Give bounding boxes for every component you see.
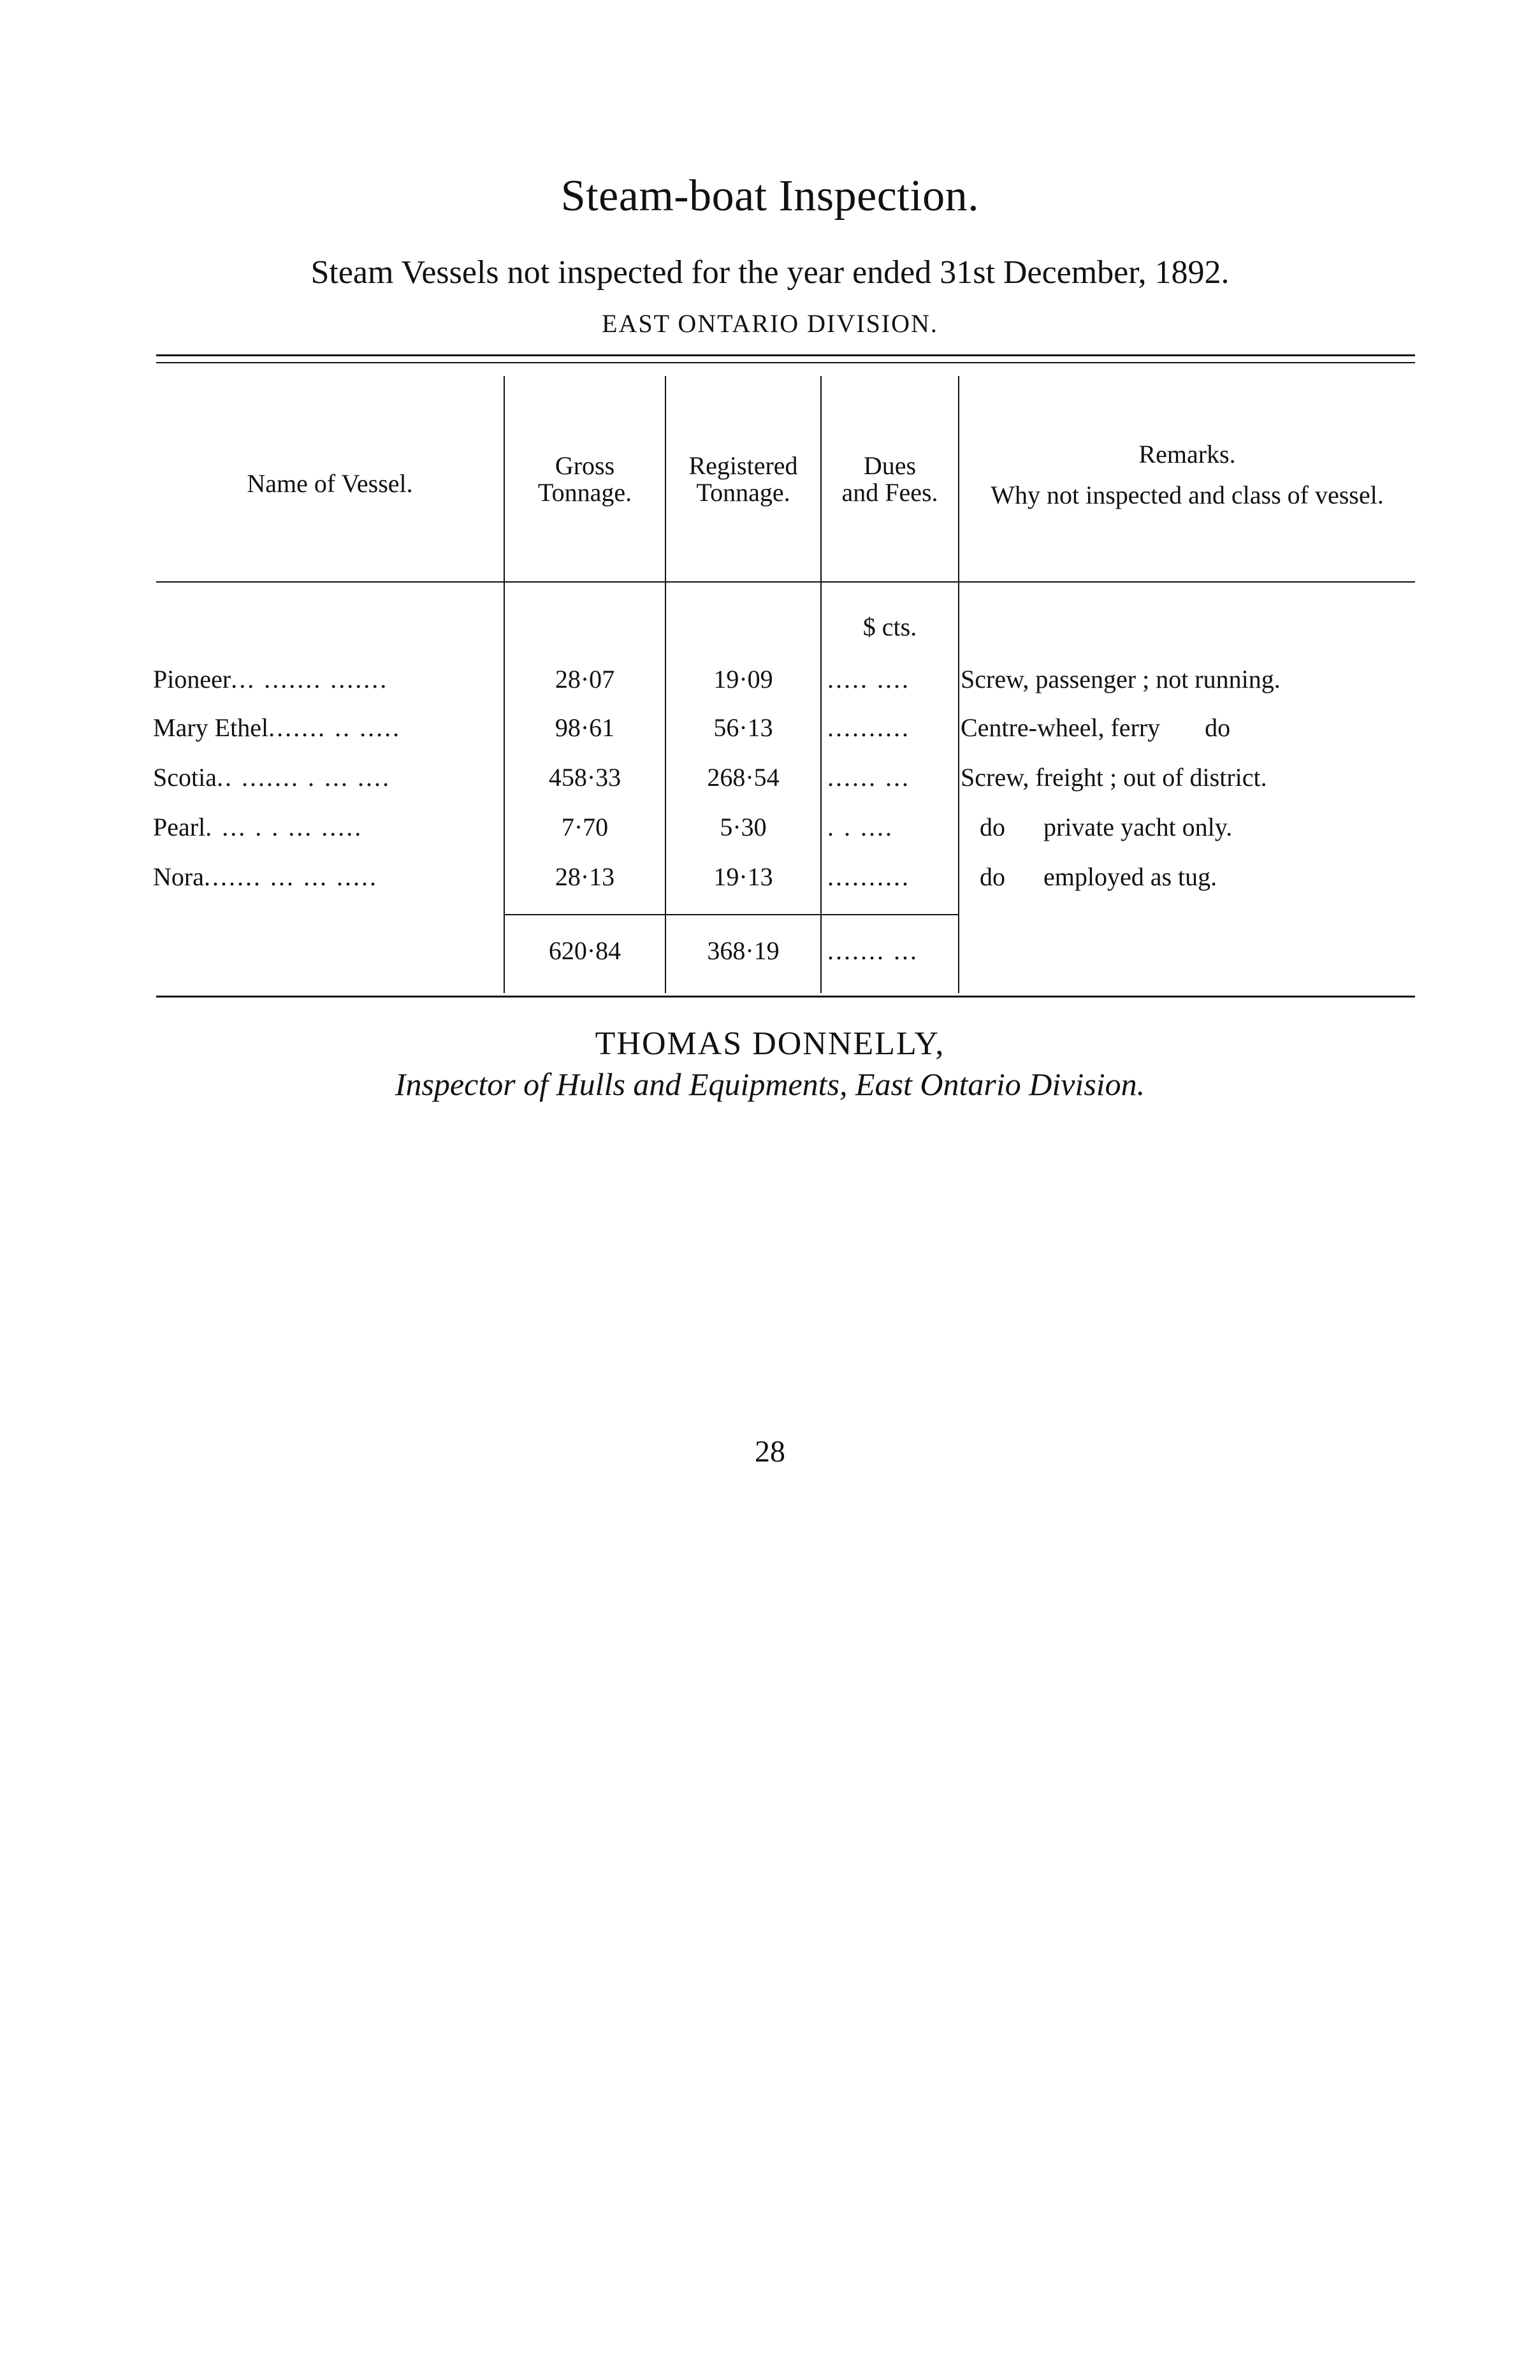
total-dues-fees: ....... ... [827, 936, 919, 965]
header-gross-line2: Tonnage. [537, 478, 632, 507]
registered-tonnage: 5·30 [720, 813, 767, 841]
page-title: Steam-boat Inspection. [560, 171, 980, 221]
vessel-name: Mary Ethel [153, 713, 269, 742]
name-leader: ....... .. ..... [268, 713, 402, 742]
registered-tonnage: 19·09 [713, 665, 773, 693]
table-bottom-rule [156, 996, 1415, 998]
remarks: do private yacht only. [961, 813, 1233, 841]
registered-tonnage: 19·13 [713, 862, 773, 891]
registered-tonnage: 56·13 [713, 713, 773, 742]
table-top-rule-2 [156, 362, 1415, 363]
header-bottom-rule [156, 581, 1415, 583]
vessel-name: Scotia [153, 763, 217, 792]
header-remarks-line1: Remarks. [1138, 440, 1236, 468]
registered-tonnage: 268·54 [707, 763, 780, 792]
name-leader: ... ....... ....... [231, 665, 389, 693]
header-remarks-line2: Why not inspected and class of vessel. [991, 481, 1384, 509]
remarks: Screw, passenger ; not running. [961, 665, 1281, 693]
gross-tonnage: 28·13 [555, 862, 615, 891]
page-number: 28 [755, 1435, 785, 1469]
dues-units: $ cts. [862, 613, 917, 641]
subtitle-lead: Steam [310, 254, 394, 291]
vessel-name: Nora [153, 862, 204, 891]
table-row [153, 863, 500, 891]
vessel-name: Pearl [153, 813, 206, 841]
header-remarks [959, 441, 1415, 509]
page-subtitle [0, 254, 1540, 291]
table-row [153, 764, 500, 792]
gross-tonnage: 7·70 [561, 813, 609, 841]
total-registered-tonnage: 368·19 [707, 936, 780, 965]
table-row [153, 813, 500, 841]
header-registered [666, 453, 820, 506]
totals-rule [504, 914, 959, 915]
gross-tonnage: 458·33 [548, 763, 621, 792]
header-gross [505, 453, 665, 506]
signature-name: THOMAS DONNELLY, [595, 1026, 945, 1062]
header-gross-line1: Gross [555, 451, 615, 480]
dues-fees: .......... [827, 862, 910, 891]
table-row [153, 714, 500, 742]
table-row [153, 665, 500, 693]
name-leader: ....... ... ... ..... [203, 862, 378, 891]
name-leader: .. ....... . ... .... [216, 763, 391, 792]
remarks: Screw, freight ; out of district. [961, 763, 1267, 792]
header-registered-line1: Registered [688, 451, 798, 480]
table-top-rule-1 [156, 354, 1415, 356]
header-dues [822, 453, 958, 506]
header-name: Name of Vessel. [247, 469, 413, 498]
gross-tonnage: 98·61 [555, 713, 615, 742]
remarks: Centre-wheel, ferry do [961, 713, 1231, 742]
total-gross-tonnage: 620·84 [548, 936, 621, 965]
header-registered-line2: Tonnage. [696, 478, 790, 507]
subtitle-rest: Vessels not inspected for the year ended 31st December, 1892. [393, 254, 1230, 291]
dues-fees: ...... ... [827, 763, 910, 792]
dues-fees: ..... .... [827, 665, 910, 693]
division-heading: EAST ONTARIO DIVISION. [602, 309, 938, 338]
signature-title: Inspector of Hulls and Equipments, East Ontario Division. [395, 1066, 1145, 1102]
dues-fees: . . .... [827, 813, 894, 841]
header-dues-line1: Dues [863, 451, 917, 480]
vessel-name: Pioneer [153, 665, 231, 693]
name-leader: . ... . . ... ..... [205, 813, 363, 841]
remarks: do employed as tug. [961, 862, 1217, 891]
gross-tonnage: 28·07 [555, 665, 615, 693]
header-dues-line2: and Fees. [841, 478, 938, 507]
dues-fees: .......... [827, 713, 910, 742]
